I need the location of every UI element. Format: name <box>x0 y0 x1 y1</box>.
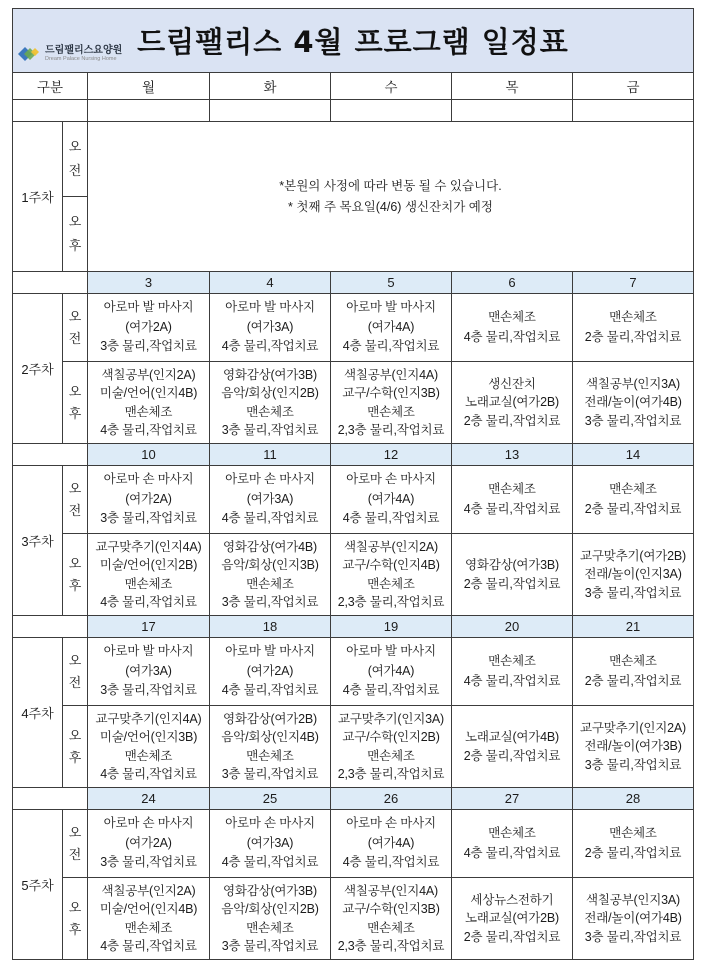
week-label: 2주차 <box>13 294 63 444</box>
activity-line: 노래교실(여가2B) <box>464 911 560 926</box>
activity-line: 맨손체조 <box>367 748 415 763</box>
activity-lines <box>464 891 560 947</box>
activity-lines <box>100 470 196 529</box>
logo-subtitle: Dream Palace Nursing Home <box>45 56 117 62</box>
activity-line: 아로마 발 마사지 <box>103 644 194 659</box>
pm-activity-cell-mon <box>88 878 210 960</box>
activity-line: 4층 물리,작업치료 <box>463 845 561 860</box>
activity-line: 음악/회상(인지2B) <box>221 386 319 400</box>
day-header-mon: 월 <box>88 73 210 100</box>
activity-line: 맨손체조 <box>124 576 173 591</box>
activity-line: 아로마 손 마사지 <box>103 472 194 487</box>
date-cell-mon: 24 <box>88 788 210 810</box>
am-activity-cell-wed <box>331 810 452 878</box>
period-label-text: 오전 <box>68 139 82 178</box>
activity-line: 3층 물리,작업치료 <box>221 939 319 953</box>
activity-line: 3층 물리,작업치료 <box>221 595 319 609</box>
notice-cell <box>88 122 694 272</box>
activity-lines <box>343 814 439 873</box>
date-cell-wed: 26 <box>331 788 452 810</box>
am-activity-cell-thu <box>452 466 573 534</box>
activity-line: 색칠공부(인지3A) <box>585 376 681 391</box>
activity-line: 3층 물리,작업치료 <box>221 767 319 781</box>
am-activity-cell-fri <box>573 638 694 706</box>
activity-line: 노래교실(여가2B) <box>464 395 560 410</box>
activity-line: 미술/언어(인지3B) <box>99 730 198 744</box>
activity-lines <box>338 538 444 612</box>
activity-lines <box>338 366 444 440</box>
activity-line: 교구/수학(인지2B) <box>342 730 440 744</box>
activity-line: 교구맞추기(인지2A) <box>580 720 686 735</box>
week-label: 5주차 <box>13 810 63 960</box>
activity-lines <box>584 891 681 947</box>
am-activity-cell-thu <box>452 638 573 706</box>
pm-activity-cell-tue <box>210 534 331 616</box>
am-activity-cell-fri <box>573 294 694 362</box>
activity-line: 색칠공부(인지2A) <box>343 539 439 554</box>
period-label-text: 오후 <box>68 899 82 937</box>
day-header-fri: 금 <box>573 73 694 100</box>
activity-line: 교구/수학(인지4B) <box>342 558 440 572</box>
blank-cell <box>210 100 331 122</box>
activity-lines <box>584 375 681 431</box>
date-row-spacer <box>13 788 88 810</box>
period-label-text: 오후 <box>68 555 82 593</box>
pm-activity-cell-fri <box>573 706 694 788</box>
pm-activity-cell-thu <box>452 362 573 444</box>
logo-mark-icon <box>17 44 41 64</box>
am-activity-cell-mon <box>88 638 210 706</box>
activity-line: 아로마 손 마사지 <box>103 816 194 831</box>
activity-line: 영화감상(여가4B) <box>222 539 318 554</box>
activity-line: (여가2A) <box>125 835 172 850</box>
day-header-tue: 화 <box>210 73 331 100</box>
activity-line: 아로마 발 마사지 <box>346 300 436 315</box>
am-activity-cell-wed <box>331 466 452 534</box>
activity-lines <box>221 882 318 956</box>
activity-line: 음악/회상(인지2B) <box>221 902 319 916</box>
activity-line: 전래/놀이(여가3B) <box>584 739 682 754</box>
period-label-am <box>63 810 88 878</box>
pm-activity-cell-tue <box>210 878 331 960</box>
activity-lines <box>100 366 197 440</box>
activity-line: 아로마 손 마사지 <box>225 472 315 487</box>
title-bar <box>13 9 694 73</box>
activity-line: 미술/언어(인지4B) <box>99 902 198 916</box>
period-label-text: 오전 <box>68 480 82 518</box>
am-activity-cell-fri <box>573 466 694 534</box>
activity-line: 맨손체조 <box>124 404 173 419</box>
activity-line: 교구/수학(인지3B) <box>342 386 440 400</box>
date-cell-wed: 12 <box>331 444 452 466</box>
activity-line: 4층 물리,작업치료 <box>100 939 197 953</box>
activity-lines <box>585 652 681 691</box>
activity-line: 영화감상(여가3B) <box>222 883 318 898</box>
activity-line: 맨손체조 <box>246 404 294 419</box>
activity-lines <box>585 480 681 519</box>
activity-line: 3층 물리,작업치료 <box>100 511 197 526</box>
am-activity-cell-mon <box>88 810 210 878</box>
pm-activity-cell-thu <box>452 534 573 616</box>
week-label: 1주차 <box>13 122 63 272</box>
period-label-pm <box>63 878 88 960</box>
activity-lines <box>96 538 202 612</box>
activity-line: 아로마 발 마사지 <box>346 644 436 659</box>
activity-line: (여가4A) <box>367 491 415 506</box>
activity-line: 맨손체조 <box>609 310 657 324</box>
activity-lines <box>464 375 560 431</box>
notice-line: * 첫째 주 목요일(4/6) 생신잔치가 예정 <box>288 199 493 214</box>
activity-line: 영화감상(여가2B) <box>222 711 318 726</box>
activity-line: 맨손체조 <box>246 920 294 935</box>
activity-lines <box>343 298 439 357</box>
date-cell-mon: 10 <box>88 444 210 466</box>
activity-line: 2층 물리,작업치료 <box>584 501 682 516</box>
activity-lines <box>585 824 681 863</box>
activity-lines <box>100 298 196 357</box>
activity-line: 맨손체조 <box>367 920 415 935</box>
period-label-text: 오전 <box>68 824 82 862</box>
period-label-text: 오후 <box>68 727 82 765</box>
activity-line: 아로마 발 마사지 <box>225 300 315 315</box>
activity-line: 3층 물리,작업치료 <box>584 929 682 944</box>
date-cell-tue: 25 <box>210 788 331 810</box>
activity-line: 2층 물리,작업치료 <box>584 845 682 860</box>
activity-lines <box>580 547 686 603</box>
activity-line: 4층 물리,작업치료 <box>463 329 561 344</box>
activity-line: 2,3층 물리,작업치료 <box>337 595 445 609</box>
am-activity-cell-mon <box>88 294 210 362</box>
activity-line: (여가3A) <box>246 491 294 506</box>
date-cell-fri: 21 <box>573 616 694 638</box>
period-label-text: 오전 <box>68 308 82 346</box>
activity-line: 4층 물리,작업치료 <box>100 595 197 609</box>
date-cell-fri: 7 <box>573 272 694 294</box>
am-activity-cell-wed <box>331 294 452 362</box>
am-activity-cell-thu <box>452 294 573 362</box>
activity-line: 3층 물리,작업치료 <box>221 423 319 437</box>
activity-line: (여가4A) <box>367 835 415 850</box>
activity-lines <box>464 728 560 765</box>
activity-lines <box>338 710 444 784</box>
pm-activity-cell-tue <box>210 362 331 444</box>
am-activity-cell-tue <box>210 294 331 362</box>
pm-activity-cell-fri <box>573 878 694 960</box>
activity-line: 색칠공부(인지3A) <box>585 892 681 907</box>
activity-line: 3층 물리,작업치료 <box>584 413 682 428</box>
blank-cell <box>88 100 210 122</box>
activity-lines <box>338 882 444 956</box>
pm-activity-cell-wed <box>331 534 452 616</box>
activity-lines <box>222 814 318 873</box>
activity-line: 2층 물리,작업치료 <box>463 929 561 944</box>
logo-name: 드림팰리스요양원 <box>45 45 123 56</box>
activity-line: 4층 물리,작업치료 <box>463 501 561 516</box>
date-cell-thu: 20 <box>452 616 573 638</box>
period-label-am <box>63 638 88 706</box>
date-cell-thu: 27 <box>452 788 573 810</box>
activity-line: (여가3A) <box>125 663 172 678</box>
activity-lines <box>221 366 318 440</box>
blank-cell <box>13 100 88 122</box>
period-label-text: 오후 <box>68 214 82 253</box>
logo <box>17 44 122 64</box>
activity-lines <box>464 556 560 593</box>
week-label: 3주차 <box>13 466 63 616</box>
activity-line: (여가2A) <box>246 663 294 678</box>
activity-line: 노래교실(여가4B) <box>464 730 560 744</box>
activity-line: (여가2A) <box>125 491 172 506</box>
activity-lines <box>222 642 318 701</box>
period-label-am <box>63 466 88 534</box>
activity-lines <box>222 470 318 529</box>
activity-line: 전래/놀이(여가4B) <box>584 395 682 410</box>
activity-line: (여가4A) <box>367 663 415 678</box>
activity-line: 2,3층 물리,작업치료 <box>337 939 445 953</box>
activity-line: 색칠공부(인지4A) <box>343 883 439 898</box>
activity-line: 3층 물리,작업치료 <box>584 757 682 772</box>
pm-activity-cell-wed <box>331 706 452 788</box>
week-label: 4주차 <box>13 638 63 788</box>
activity-lines <box>100 642 196 701</box>
period-label-text: 오전 <box>68 652 82 690</box>
activity-lines <box>343 642 439 701</box>
category-header: 구분 <box>13 73 88 100</box>
activity-lines <box>464 308 560 347</box>
activity-line: 맨손체조 <box>488 482 536 496</box>
date-row-spacer <box>13 616 88 638</box>
activity-line: 교구맞추기(여가2B) <box>580 548 686 563</box>
period-label-pm <box>63 362 88 444</box>
activity-line: 교구맞추기(인지4A) <box>95 711 202 726</box>
date-cell-mon: 17 <box>88 616 210 638</box>
activity-line: 3층 물리,작업치료 <box>100 855 197 870</box>
blank-cell <box>331 100 452 122</box>
activity-lines <box>464 824 560 863</box>
activity-line: 4층 물리,작업치료 <box>342 683 440 698</box>
date-cell-thu: 6 <box>452 272 573 294</box>
activity-line: 4층 물리,작업치료 <box>463 673 561 688</box>
date-cell-thu: 13 <box>452 444 573 466</box>
period-label-am <box>63 122 88 197</box>
activity-line: 생신잔치 <box>488 376 536 391</box>
activity-lines <box>580 719 686 775</box>
period-label-pm <box>63 197 88 272</box>
blank-cell <box>452 100 573 122</box>
activity-line: 맨손체조 <box>488 826 536 840</box>
activity-line: 아로마 발 마사지 <box>225 644 315 659</box>
activity-lines <box>464 480 560 519</box>
activity-lines <box>100 814 196 873</box>
date-cell-tue: 4 <box>210 272 331 294</box>
activity-line: 맨손체조 <box>246 576 294 591</box>
activity-line: 맨손체조 <box>367 576 415 591</box>
activity-line: 교구맞추기(인지3A) <box>338 711 444 726</box>
pm-activity-cell-mon <box>88 534 210 616</box>
notice-line: *본원의 사정에 따라 변동 될 수 있습니다. <box>279 178 502 193</box>
activity-line: 2층 물리,작업치료 <box>463 576 561 591</box>
activity-line: 미술/언어(인지4B) <box>99 386 198 400</box>
activity-lines <box>464 652 560 691</box>
page-title: 드림팰리스 4월 프로그램 일정표 <box>137 25 569 59</box>
activity-line: 2층 물리,작업치료 <box>584 673 682 688</box>
activity-line: 4층 물리,작업치료 <box>342 855 440 870</box>
date-cell-fri: 28 <box>573 788 694 810</box>
notice-lines <box>279 176 501 218</box>
activity-line: 맨손체조 <box>488 310 536 324</box>
activity-line: 아로마 손 마사지 <box>346 472 436 487</box>
period-label-text: 오후 <box>68 383 82 421</box>
activity-line: (여가3A) <box>246 319 294 334</box>
pm-activity-cell-wed <box>331 878 452 960</box>
am-activity-cell-thu <box>452 810 573 878</box>
activity-line: 음악/회상(인지3B) <box>221 558 319 572</box>
activity-line: 4층 물리,작업치료 <box>100 767 197 781</box>
activity-line: (여가4A) <box>367 319 415 334</box>
logo-text <box>45 45 122 63</box>
activity-line: 4층 물리,작업치료 <box>221 683 319 698</box>
activity-line: 세상뉴스전하기 <box>470 892 554 907</box>
activity-lines <box>221 538 318 612</box>
activity-line: 2,3층 물리,작업치료 <box>337 423 445 437</box>
activity-line: 3층 물리,작업치료 <box>584 585 682 600</box>
activity-line: 음악/회상(인지4B) <box>221 730 319 744</box>
activity-lines <box>222 298 318 357</box>
activity-line: 3층 물리,작업치료 <box>100 339 197 354</box>
activity-line: 2층 물리,작업치료 <box>463 413 561 428</box>
day-header-thu: 목 <box>452 73 573 100</box>
activity-line: 아로마 손 마사지 <box>225 816 315 831</box>
activity-line: 영화감상(여가3B) <box>464 558 560 572</box>
pm-activity-cell-thu <box>452 878 573 960</box>
date-cell-tue: 11 <box>210 444 331 466</box>
date-cell-wed: 5 <box>331 272 452 294</box>
activity-line: 아로마 발 마사지 <box>103 300 194 315</box>
activity-lines <box>221 710 318 784</box>
pm-activity-cell-mon <box>88 706 210 788</box>
activity-line: 아로마 손 마사지 <box>346 816 436 831</box>
am-activity-cell-tue <box>210 466 331 534</box>
pm-activity-cell-mon <box>88 362 210 444</box>
day-header-wed: 수 <box>331 73 452 100</box>
activity-line: 영화감상(여가3B) <box>222 367 318 382</box>
date-cell-fri: 14 <box>573 444 694 466</box>
activity-lines <box>100 882 197 956</box>
activity-line: 색칠공부(인지2A) <box>101 883 196 898</box>
activity-line: 전래/놀이(여가4B) <box>584 911 682 926</box>
date-cell-mon: 3 <box>88 272 210 294</box>
activity-line: 맨손체조 <box>609 482 657 496</box>
date-row-spacer <box>13 272 88 294</box>
period-label-am <box>63 294 88 362</box>
am-activity-cell-tue <box>210 810 331 878</box>
activity-line: 색칠공부(인지4A) <box>343 367 439 382</box>
activity-line: 4층 물리,작업치료 <box>100 423 197 437</box>
pm-activity-cell-fri <box>573 362 694 444</box>
activity-line: 3층 물리,작업치료 <box>100 683 197 698</box>
activity-line: 맨손체조 <box>609 654 657 668</box>
activity-line: 맨손체조 <box>488 654 536 668</box>
activity-line: 맨손체조 <box>609 826 657 840</box>
activity-line: 4층 물리,작업치료 <box>342 511 440 526</box>
activity-line: 색칠공부(인지2A) <box>101 367 196 382</box>
pm-activity-cell-fri <box>573 534 694 616</box>
pm-activity-cell-wed <box>331 362 452 444</box>
activity-line: 교구맞추기(인지4A) <box>95 539 202 554</box>
activity-line: 미술/언어(인지2B) <box>99 558 198 572</box>
activity-line: 2층 물리,작업치료 <box>584 329 682 344</box>
am-activity-cell-fri <box>573 810 694 878</box>
date-row-spacer <box>13 444 88 466</box>
activity-line: (여가2A) <box>125 319 172 334</box>
am-activity-cell-mon <box>88 466 210 534</box>
date-cell-tue: 18 <box>210 616 331 638</box>
activity-line: 4층 물리,작업치료 <box>221 511 319 526</box>
activity-line: 맨손체조 <box>367 404 415 419</box>
pm-activity-cell-tue <box>210 706 331 788</box>
am-activity-cell-tue <box>210 638 331 706</box>
activity-line: (여가3A) <box>246 835 294 850</box>
activity-line: 4층 물리,작업치료 <box>221 339 319 354</box>
activity-line: 2층 물리,작업치료 <box>463 748 561 763</box>
activity-line: 4층 물리,작업치료 <box>221 855 319 870</box>
activity-line: 2,3층 물리,작업치료 <box>337 767 445 781</box>
activity-line: 4층 물리,작업치료 <box>342 339 440 354</box>
am-activity-cell-wed <box>331 638 452 706</box>
activity-line: 교구/수학(인지3B) <box>342 902 440 916</box>
schedule-table <box>13 73 694 960</box>
activity-line: 맨손체조 <box>124 920 173 935</box>
date-cell-wed: 19 <box>331 616 452 638</box>
activity-lines <box>343 470 439 529</box>
pm-activity-cell-thu <box>452 706 573 788</box>
period-label-pm <box>63 706 88 788</box>
activity-line: 전래/놀이(인지3A) <box>584 567 682 582</box>
activity-line: 맨손체조 <box>246 748 294 763</box>
activity-line: 맨손체조 <box>124 748 173 763</box>
activity-lines <box>96 710 202 784</box>
blank-cell <box>573 100 694 122</box>
activity-lines <box>585 308 681 347</box>
schedule-sheet <box>12 8 694 960</box>
period-label-pm <box>63 534 88 616</box>
